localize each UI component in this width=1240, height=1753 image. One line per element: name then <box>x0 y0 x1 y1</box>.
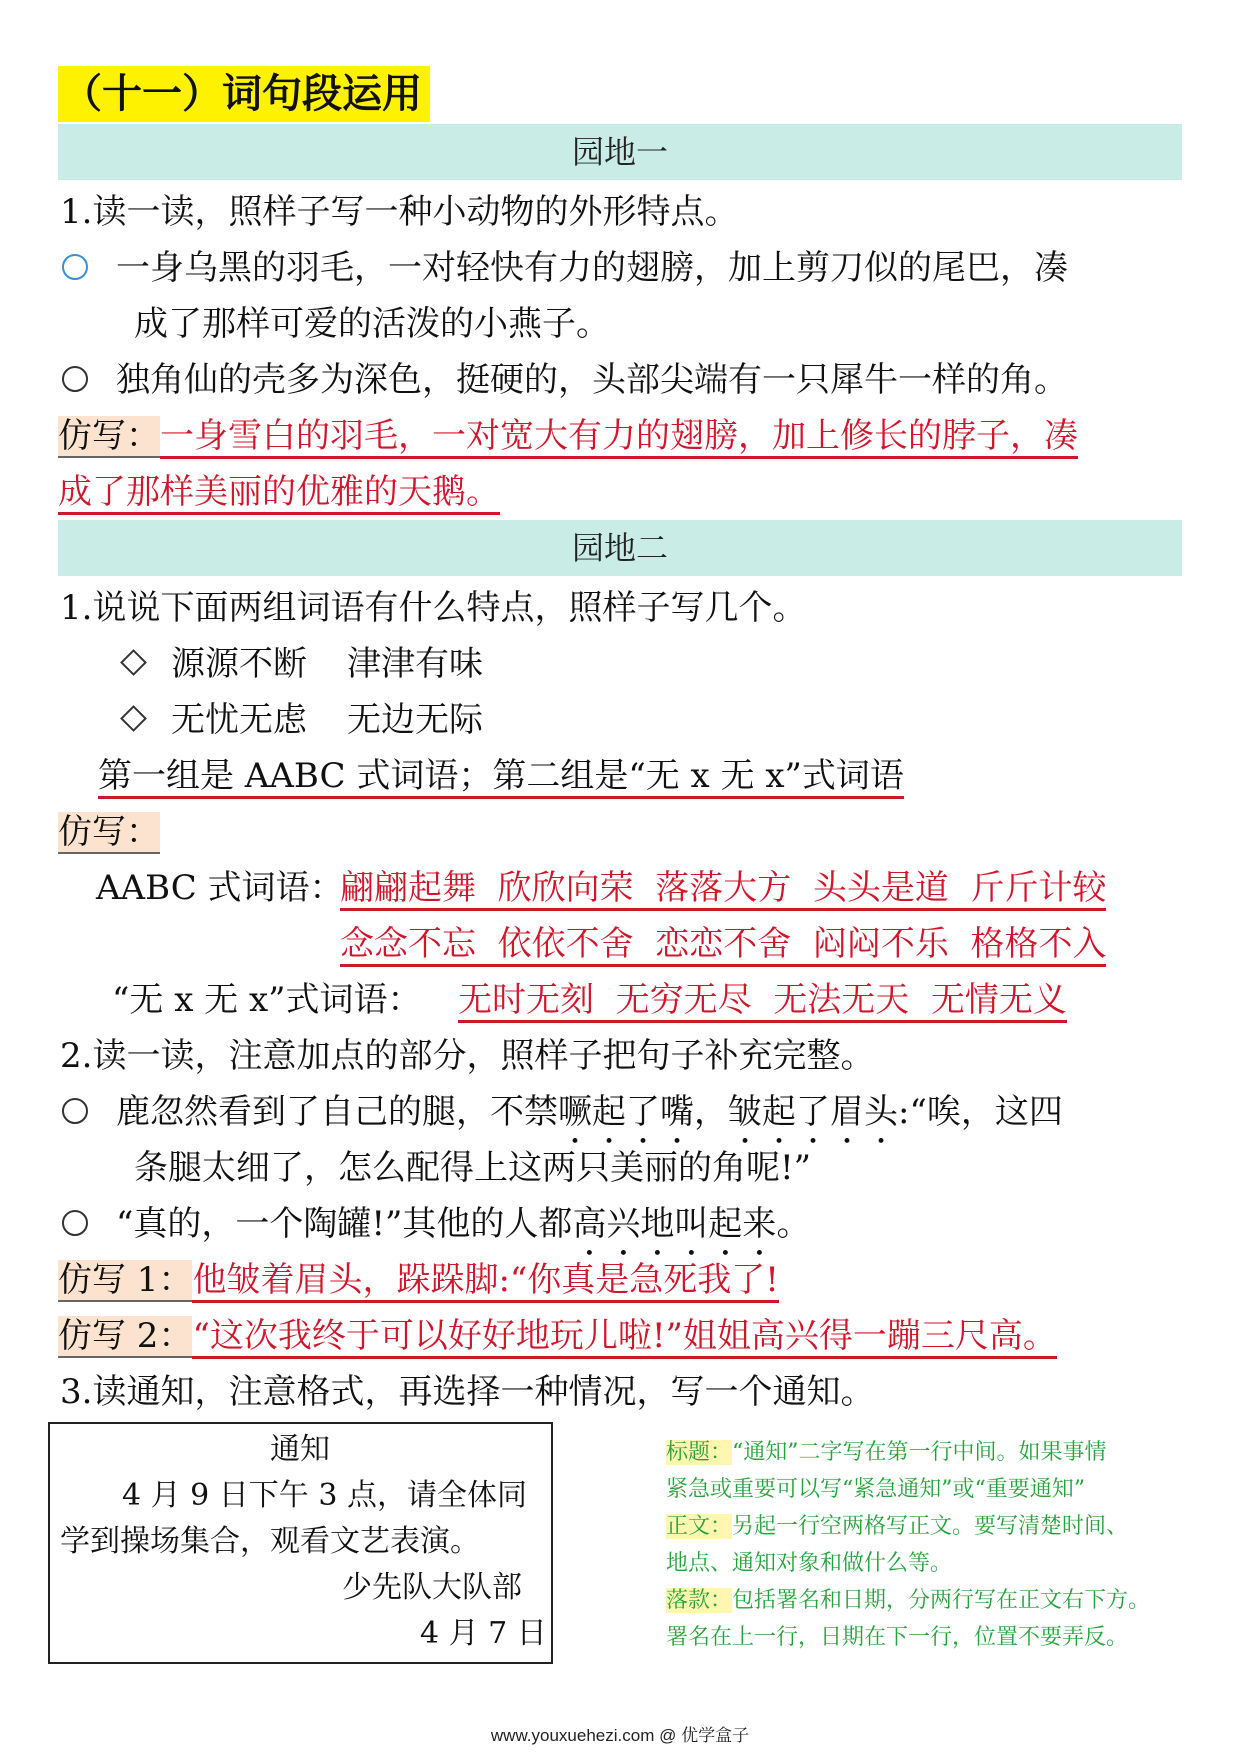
note-title: 标题：“通知”二字写在第一行中间。如果事情 <box>666 1440 1107 1465</box>
notice-body-line: 4 月 9 日下午 3 点，请全体同 <box>122 1478 527 1513</box>
circle-bullet-icon <box>62 1098 88 1124</box>
aabc-words-row-2: 念念不忘 依依不舍 恋恋不舍 闷闷不乐 格格不入 <box>340 921 1106 967</box>
note-body-continued: 地点、通知对象和做什么等。 <box>666 1551 953 1576</box>
footer-watermark: www.youxuehezi.com @ 优学盒子 <box>490 1726 750 1745</box>
imitate-answer-2: 仿写 2：“这次我终于可以好好地玩儿啦!”姐姐高兴得一蹦三尺高。 <box>58 1313 1057 1359</box>
section-header-yuandi-2: 园地二 <box>58 520 1182 576</box>
note-sign: 落款：包括署名和日期，分两行写在正文右下方。 <box>666 1588 1151 1613</box>
imitate-answer-continued: 成了那样美丽的优雅的天鹅。 <box>58 469 500 515</box>
wu-label: “无 x 无 x”式词语： <box>112 980 422 1020</box>
notice-example-box <box>48 1422 553 1664</box>
question-1: 1.读一读，照样子写一种小动物的外形特点。 <box>60 192 739 232</box>
section-header-yuandi-1: 园地一 <box>58 124 1182 180</box>
page-title: （十一）词句段运用 <box>58 66 430 122</box>
word-group-2: 无忧无虑 无边无际 <box>118 697 483 743</box>
group-answer: 第一组是 AABC 式词语；第二组是“无 x 无 x”式词语 <box>98 753 904 799</box>
diamond-bullet-icon <box>120 649 147 676</box>
circle-bullet-icon <box>62 1210 88 1236</box>
imitate-answer-1: 仿写 1：他皱着眉头，跺跺脚:“你真是急死我了! <box>58 1257 779 1303</box>
imitate-label: 仿写： <box>58 812 160 852</box>
imitate-text: 一身雪白的羽毛，一对宽大有力的翅膀，加上修长的脖子，凑 <box>160 416 1078 459</box>
aabc-label: AABC 式词语： <box>96 868 344 908</box>
example-line: “真的，一个陶罐!”其他的人都高兴地叫起来。 <box>62 1201 810 1264</box>
circle-bullet-icon <box>62 366 88 392</box>
example-line: 一身乌黑的羽毛，一对轻快有力的翅膀，加上剪刀似的尾巴，凑 <box>62 245 1068 291</box>
example-line: 鹿忽然看到了自己的腿，不禁噘起了嘴，皱起了眉头:“唉，这四 <box>62 1089 1063 1152</box>
example-line-continued: 成了那样可爱的活泼的小燕子。 <box>134 304 610 344</box>
word-group-1: 源源不断 津津有味 <box>118 641 483 687</box>
question-3: 3.读通知，注意格式，再选择一种情况，写一个通知。 <box>60 1372 875 1412</box>
note-title-continued: 紧急或重要可以写“紧急通知”或“重要通知” <box>666 1477 1085 1502</box>
note-body: 正文：另起一行空两格写正文。要写清楚时间、 <box>666 1514 1129 1539</box>
circle-bullet-icon <box>62 254 88 280</box>
notice-heading: 通知 <box>270 1432 330 1467</box>
wu-words-row: 无时无刻 无穷无尽 无法无天 无情无义 <box>458 977 1067 1023</box>
example-line: 独角仙的壳多为深色，挺硬的，头部尖端有一只犀牛一样的角。 <box>62 357 1068 403</box>
example-line-continued: 条腿太细了，怎么配得上这两只美丽的角呢!” <box>134 1148 812 1188</box>
notice-body-line: 学到操场集合，观看文艺表演。 <box>60 1524 480 1559</box>
question-1: 1.说说下面两组词语有什么特点，照样子写几个。 <box>60 588 807 628</box>
aabc-words-row-1: 翩翩起舞 欣欣向荣 落落大方 头头是道 斤斤计较 <box>340 865 1106 911</box>
diamond-bullet-icon <box>120 705 147 732</box>
notice-signer: 少先队大队部 <box>342 1570 522 1605</box>
imitate-label: 仿写： <box>58 416 160 456</box>
imitate-answer <box>58 413 1078 459</box>
note-sign-continued: 署名在上一行，日期在下一行，位置不要弄反。 <box>666 1625 1129 1650</box>
notice-date: 4 月 7 日 <box>420 1616 547 1651</box>
question-2: 2.读一读，注意加点的部分，照样子把句子补充完整。 <box>60 1036 875 1076</box>
